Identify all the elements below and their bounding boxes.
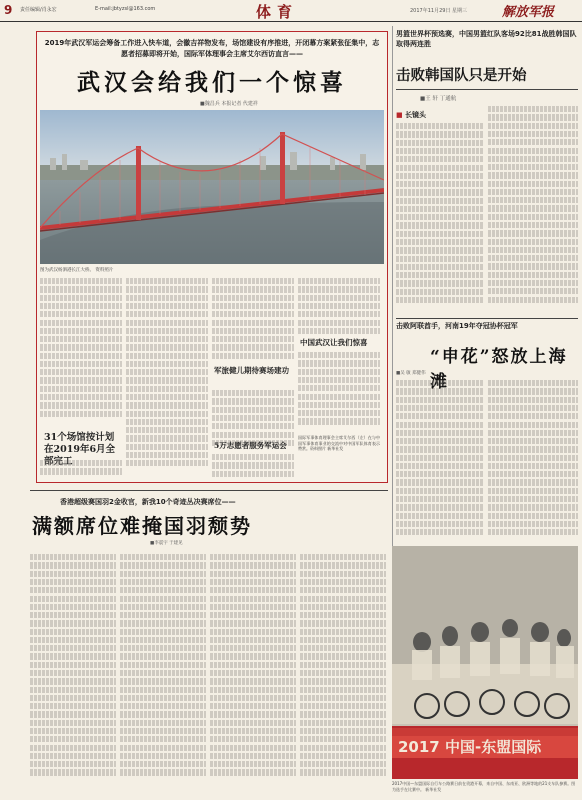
cycling-caption: 2017中国—东盟国际自行车公路赛日前在贵港开幕，来自中国、东南亚、欧洲等地的21支车队参赛。图为选手在比赛中。 新华社发 <box>392 781 576 792</box>
lead-column-1b <box>40 458 122 480</box>
bridge-photo <box>40 110 384 264</box>
lead-headline: 武汉会给我们一个惊喜 <box>77 69 347 96</box>
page-number: 9 <box>4 3 13 17</box>
badminton-byline: ■李震宇 于建见 <box>150 541 183 546</box>
subhead-venues: 31个场馆按计划在2019年6月全部完工 <box>44 432 116 467</box>
lead-column-2 <box>126 276 208 480</box>
basketball-title: 击败韩国队只是开始 <box>396 67 527 84</box>
shenhua-kicker: 击败阿联酋手，河南19年夺冠协杯冠军 <box>396 322 518 330</box>
badminton-title: 满额席位难掩国羽颓势 <box>32 514 252 538</box>
shenhua-column-1 <box>396 378 484 543</box>
badminton-column-3 <box>210 552 296 792</box>
email: E-mail:jbtyzsl@163.com <box>95 6 156 12</box>
column-divider <box>392 26 393 546</box>
lead-note: 国际军事体育理事会主席艾尔西（左）在与中国军事体育事业的交流中对中国军队体育表示赞赏。资料照片 新华社发 <box>298 435 380 451</box>
basketball-column-2 <box>488 104 578 316</box>
lead-column-4b <box>298 350 380 430</box>
badminton-column-2 <box>120 552 206 792</box>
badminton-kicker: 香港超级赛国羽2金收官，新我10个奇迹丛决赛席位—— <box>60 498 236 506</box>
badminton-column-4 <box>300 552 386 792</box>
subhead-surprise: 中国武汉让我们惊喜 <box>300 338 368 347</box>
subhead-volunteers: 5万志愿者服务军运会 <box>214 441 287 450</box>
shenhua-column-2 <box>488 378 578 543</box>
subhead-athletes: 军旅健儿期待赛场建功 <box>214 366 289 375</box>
section-rule <box>396 318 578 319</box>
lead-column-3c <box>212 452 294 480</box>
editor-line: 责任编辑/肖永宏 <box>20 7 57 13</box>
banner-text: 2017 中国-东盟国际 <box>398 738 542 756</box>
basketball-byline: ■王 轩 丁通航 <box>420 96 457 102</box>
lead-column-4 <box>298 276 380 336</box>
cycling-photo <box>392 546 578 779</box>
shenhua-title: “申花”怒放上海滩 <box>430 347 568 392</box>
lead-column-3b <box>212 388 294 448</box>
lead-column-3 <box>212 276 294 371</box>
issue-date: 2017年11月29日 星期三 <box>410 8 468 14</box>
title-rule <box>396 89 578 90</box>
badminton-column-1 <box>30 552 116 792</box>
masthead-logo: 解放军报 <box>502 5 555 20</box>
basketball-kicker: 男篮世界杯预选赛，中国男篮红队客场92比81战胜韩国队取得两连胜 <box>396 30 577 48</box>
lead-column-1 <box>40 276 122 426</box>
bottom-rule <box>30 490 388 491</box>
page-header <box>0 0 582 22</box>
lens-mark-icon: ■ <box>396 111 403 119</box>
lead-kicker: 2019年武汉军运会筹备工作进入快车道，会徽吉祥物发布，场馆建设有序推进，开闭幕方案紧张征集中，志愿者招募即将开始，国际军体理事会主席艾尔西访直言—— <box>44 39 380 58</box>
basketball-column-1 <box>396 121 484 316</box>
photo-caption: 图为武汉杨泗港长江大桥。 资料照片 <box>40 268 114 273</box>
lead-byline: ■魏昌兵 本报记者 代建祥 <box>200 101 258 107</box>
long-lens-label: 长镜头 <box>405 111 427 119</box>
long-lens-tag <box>396 110 426 120</box>
shenhua-byline: ■吴 敏 郑健伟 <box>396 371 426 376</box>
section-title: 体育 <box>256 3 299 21</box>
